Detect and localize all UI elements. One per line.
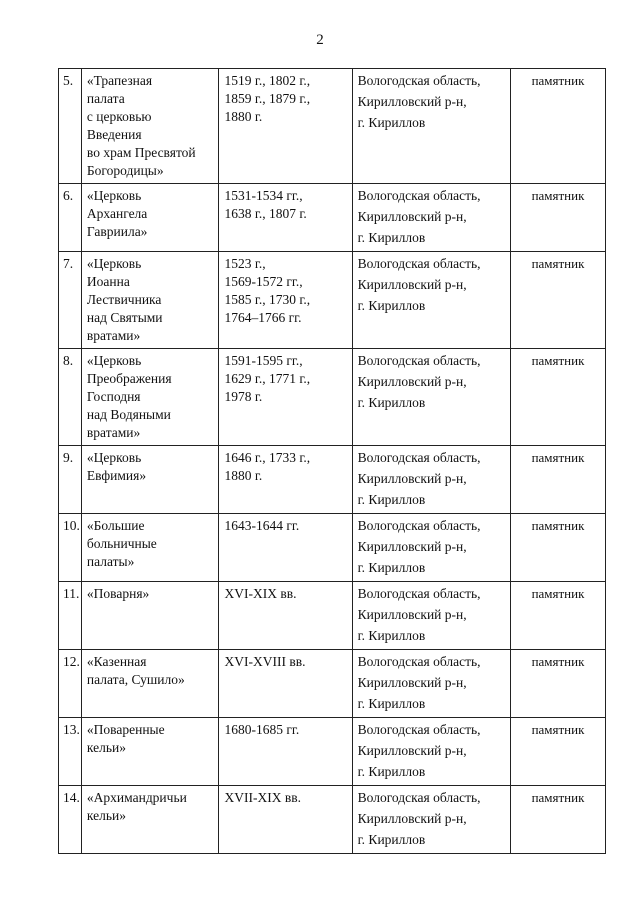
object-status: памятник	[510, 184, 605, 252]
object-name: «Церковь Евфимия»	[81, 446, 219, 514]
table-row	[59, 446, 606, 514]
table-row	[59, 650, 606, 718]
object-status: памятник	[510, 582, 605, 650]
object-dates: 1680-1685 гг.	[219, 718, 352, 786]
object-status: памятник	[510, 786, 605, 854]
table-row	[59, 349, 606, 446]
heritage-objects-table	[58, 68, 606, 854]
object-location: Вологодская область, Кирилловский р-н, г. Кириллов	[352, 718, 510, 786]
table-row	[59, 184, 606, 252]
object-status: памятник	[510, 650, 605, 718]
table-row	[59, 252, 606, 349]
page-number: 2	[316, 32, 324, 48]
object-dates: XVII-XIX вв.	[219, 786, 352, 854]
object-location: Вологодская область, Кирилловский р-н, г. Кириллов	[352, 446, 510, 514]
object-location: Вологодская область, Кирилловский р-н, г. Кириллов	[352, 582, 510, 650]
row-number: 8.	[59, 349, 82, 446]
object-name: «Трапезная палата с церковью Введения во храм Пресвятой Богородицы»	[81, 69, 219, 184]
object-status: памятник	[510, 69, 605, 184]
object-name: «Архимандричьи кельи»	[81, 786, 219, 854]
row-number: 13.	[59, 718, 82, 786]
table-row	[59, 786, 606, 854]
object-status: памятник	[510, 252, 605, 349]
object-dates: 1646 г., 1733 г., 1880 г.	[219, 446, 352, 514]
object-name: «Церковь Архангела Гавриила»	[81, 184, 219, 252]
object-location: Вологодская область, Кирилловский р-н, г. Кириллов	[352, 184, 510, 252]
table-row	[59, 514, 606, 582]
object-name: «Церковь Преображения Господня над Водяными вратами»	[81, 349, 219, 446]
row-number: 11.	[59, 582, 82, 650]
row-number: 10.	[59, 514, 82, 582]
object-location: Вологодская область, Кирилловский р-н, г. Кириллов	[352, 650, 510, 718]
row-number: 7.	[59, 252, 82, 349]
row-number: 5.	[59, 69, 82, 184]
object-status: памятник	[510, 349, 605, 446]
table-row	[59, 69, 606, 184]
object-dates: XVI-XVIII вв.	[219, 650, 352, 718]
table-row	[59, 582, 606, 650]
object-location: Вологодская область, Кирилловский р-н, г. Кириллов	[352, 786, 510, 854]
object-name: «Большие больничные палаты»	[81, 514, 219, 582]
object-location: Вологодская область, Кирилловский р-н, г. Кириллов	[352, 252, 510, 349]
object-name: «Казенная палата, Сушило»	[81, 650, 219, 718]
object-location: Вологодская область, Кирилловский р-н, г. Кириллов	[352, 69, 510, 184]
object-status: памятник	[510, 446, 605, 514]
row-number: 14.	[59, 786, 82, 854]
object-dates: 1523 г., 1569-1572 гг., 1585 г., 1730 г., 1764–1766 гг.	[219, 252, 352, 349]
object-dates: 1591-1595 гг., 1629 г., 1771 г., 1978 г.	[219, 349, 352, 446]
row-number: 12.	[59, 650, 82, 718]
object-dates: XVI-XIX вв.	[219, 582, 352, 650]
object-dates: 1531-1534 гг., 1638 г., 1807 г.	[219, 184, 352, 252]
object-status: памятник	[510, 514, 605, 582]
object-name: «Церковь Иоанна Лествичника над Святыми вратами»	[81, 252, 219, 349]
object-location: Вологодская область, Кирилловский р-н, г. Кириллов	[352, 514, 510, 582]
row-number: 9.	[59, 446, 82, 514]
object-status: памятник	[510, 718, 605, 786]
object-location: Вологодская область, Кирилловский р-н, г. Кириллов	[352, 349, 510, 446]
object-name: «Поваренные кельи»	[81, 718, 219, 786]
row-number: 6.	[59, 184, 82, 252]
table-row	[59, 718, 606, 786]
object-dates: 1643-1644 гг.	[219, 514, 352, 582]
object-name: «Поварня»	[81, 582, 219, 650]
object-dates: 1519 г., 1802 г., 1859 г., 1879 г., 1880 г.	[219, 69, 352, 184]
